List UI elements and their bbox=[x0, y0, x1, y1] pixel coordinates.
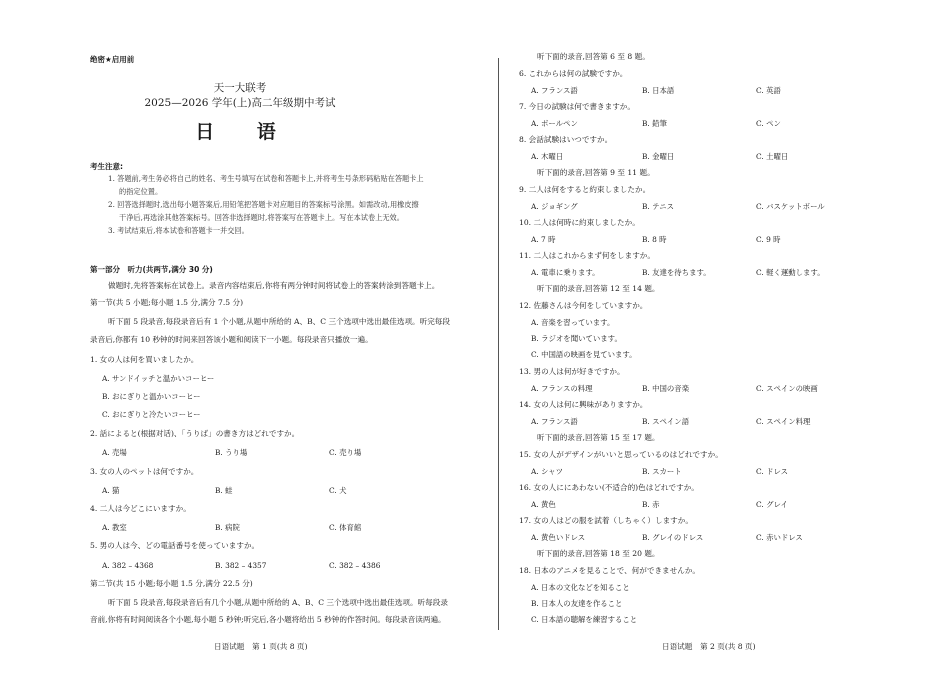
section1-heading: 第一节(共 5 小题;每小题 1.5 分,满分 7.5 分) bbox=[90, 298, 244, 307]
option-a: A. サンドイッチと温かいコーヒー bbox=[102, 374, 215, 383]
option-a: A. シャツ bbox=[531, 467, 564, 476]
question-stem: 2. 話によると(根据对话)、「うりば」の書き方はどれですか。 bbox=[90, 429, 300, 438]
option-c: C. 軽く運動します。 bbox=[756, 268, 825, 277]
section2-heading: 第二节(共 15 小题;每小题 1.5 分,满分 22.5 分) bbox=[90, 579, 253, 588]
option-c: C. おにぎりと冷たいコーヒー bbox=[102, 410, 201, 419]
option-c: C. スペインの映画 bbox=[756, 384, 818, 393]
question-stem: 10. 二人は何時に約束しましたか。 bbox=[519, 218, 640, 227]
option-c: C. 英語 bbox=[756, 86, 781, 95]
option-b: B. 金曜日 bbox=[642, 152, 675, 161]
option-a: A. 木曜日 bbox=[531, 152, 564, 161]
option-c: C. 9 時 bbox=[756, 235, 781, 244]
option-a: A. 7 時 bbox=[531, 235, 556, 244]
option-c: C. 赤いドレス bbox=[756, 533, 803, 542]
option-b: B. 蛙 bbox=[215, 486, 233, 495]
question-stem: 6. これからは何の試験ですか。 bbox=[519, 69, 628, 78]
listening-instruction: 听下面的录音,回答第 9 至 11 题。 bbox=[537, 168, 655, 177]
option-b: B. 赤 bbox=[642, 500, 660, 509]
question-stem: 12. 佐藤さんは今何をしていますか。 bbox=[519, 301, 648, 310]
option-a: A. 猫 bbox=[102, 486, 120, 495]
option-c: C. 土曜日 bbox=[756, 152, 789, 161]
page-footer-left: 日语试题 第 1 页(共 8 页) bbox=[214, 642, 308, 651]
page-footer-right: 日语试题 第 2 页(共 8 页) bbox=[662, 642, 756, 651]
confidential-mark: 绝密★启用前 bbox=[90, 55, 135, 64]
question-stem: 5. 男の人は今、どの電話番号を使っていますか。 bbox=[90, 541, 260, 550]
part1-intro: 做题时,先将答案标在试卷上。录音内容结束后,你将有两分钟时间将试卷上的答案转涂到答题卡上。 bbox=[108, 281, 440, 290]
subject-title: 日 语 bbox=[195, 121, 294, 143]
part1-heading: 第一部分 听力(共两节,满分 30 分) bbox=[90, 265, 213, 274]
option-a: A. 黄色 bbox=[531, 500, 556, 509]
section1-instructions: 录音后,你都有 10 秒钟的时间来回答该小题和阅读下一小题。每段录音只播放一遍。 bbox=[90, 335, 373, 344]
question-stem: 1. 女の人は何を買いましたか。 bbox=[90, 355, 199, 364]
exam-term-title: 2025—2026 学年(上)高二年级期中考试 bbox=[144, 97, 336, 109]
option-b: B. スカート bbox=[642, 467, 682, 476]
section1-instructions: 听下面 5 段录音,每段录音后有 1 个小题,从题中所给的 A、B、C 三个选项中选出最佳选项。听完每段 bbox=[108, 317, 450, 326]
listening-instruction: 听下面的录音,回答第 15 至 17 题。 bbox=[537, 433, 660, 442]
question-stem: 9. 二人は何をすると約束しましたか。 bbox=[519, 185, 651, 194]
option-a: A. 電車に乗ります。 bbox=[531, 268, 600, 277]
option-b: B. おにぎりと温かいコーヒー bbox=[102, 392, 201, 401]
option-b: B. ラジオを聞いています。 bbox=[531, 334, 622, 343]
option-b: B. 鉛筆 bbox=[642, 119, 667, 128]
option-c: C. ドレス bbox=[756, 467, 789, 476]
option-b: B. うり場 bbox=[215, 448, 248, 457]
option-a: A. 黄色いドレス bbox=[531, 533, 586, 542]
option-a: A. 教室 bbox=[102, 523, 127, 532]
notice-item: 的指定位置。 bbox=[119, 187, 163, 196]
listening-instruction: 听下面的录音,回答第 6 至 8 题。 bbox=[537, 52, 650, 61]
option-a: A. 日本の文化などを知ること bbox=[531, 583, 630, 592]
option-a: A. フランス語 bbox=[531, 417, 578, 426]
question-stem: 4. 二人は今どこにいますか。 bbox=[90, 504, 191, 513]
option-c: C. バスケットボール bbox=[756, 202, 825, 211]
option-b: B. 日本人の友達を作ること bbox=[531, 599, 623, 608]
question-stem: 13. 男の人は何が好きですか。 bbox=[519, 367, 625, 376]
question-stem: 11. 二人はこれからまず何をしますか。 bbox=[519, 251, 655, 260]
notice-item: 干净后,再选涂其他答案标号。回答非选择题时,将答案写在答题卡上。写在本试卷上无效。 bbox=[119, 213, 404, 222]
option-b: B. スペイン語 bbox=[642, 417, 690, 426]
question-stem: 3. 女の人のペットは何ですか。 bbox=[90, 467, 199, 476]
option-b: B. 友達を待ちます。 bbox=[642, 268, 711, 277]
question-stem: 15. 女の人がデザインがいいと思っているのはどれですか。 bbox=[519, 450, 723, 459]
page-divider bbox=[498, 58, 499, 630]
notice-title: 考生注意: bbox=[90, 162, 123, 171]
listening-instruction: 听下面的录音,回答第 18 至 20 题。 bbox=[537, 549, 660, 558]
question-stem: 14. 女の人は何に興味がありますか。 bbox=[519, 400, 648, 409]
option-a: A. 音楽を習っています。 bbox=[531, 318, 615, 327]
question-stem: 8. 会話試験はいつですか。 bbox=[519, 135, 613, 144]
option-c: C. ペン bbox=[756, 119, 781, 128]
option-c: C. 犬 bbox=[329, 486, 347, 495]
question-stem: 7. 今日の試験は何で書きますか。 bbox=[519, 102, 635, 111]
option-a: A. ジョギング bbox=[531, 202, 578, 211]
option-c: C. 体育館 bbox=[329, 523, 362, 532]
option-b: B. 病院 bbox=[215, 523, 240, 532]
section2-instructions: 音前,你将有时间阅读各个小题,每小题 5 秒钟;听完后,各小题将给出 5 秒钟的作答时间。每段录音读两遍。 bbox=[90, 615, 446, 624]
option-b: B. グレイのドレス bbox=[642, 533, 704, 542]
question-stem: 18. 日本のアニメを見ることで、何ができませんか。 bbox=[519, 566, 701, 575]
section2-instructions: 听下面 5 段录音,每段录音后有几个小题,从题中所给的 A、B、C 三个选项中选出最佳选项。听每段录 bbox=[108, 598, 448, 607]
option-b: B. 日本語 bbox=[642, 86, 675, 95]
option-c: C. 中国語の映画を見ています。 bbox=[531, 350, 637, 359]
option-c: C. グレイ bbox=[756, 500, 788, 509]
option-c: C. 382 – 4386 bbox=[329, 561, 381, 570]
option-b: B. 382 – 4357 bbox=[215, 561, 267, 570]
option-c: C. 売り場 bbox=[329, 448, 362, 457]
option-c: C. 日本語の聴解を練習すること bbox=[531, 615, 638, 624]
notice-item: 1. 答题前,考生务必将自己的姓名、考生号填写在试卷和答题卡上,并将考生号条形码粘贴在答题卡上 bbox=[108, 174, 424, 183]
option-a: A. フランスの料理 bbox=[531, 384, 593, 393]
notice-item: 2. 回答选择题时,选出每小题答案后,用铅笔把答题卡对应题目的答案标号涂黑。如需改动,用橡皮擦 bbox=[108, 200, 419, 209]
option-c: C. スペイン料理 bbox=[756, 417, 811, 426]
exam-organizer-title: 天一大联考 bbox=[213, 82, 267, 94]
option-b: B. 8 時 bbox=[642, 235, 667, 244]
option-a: A. 382 – 4368 bbox=[102, 561, 154, 570]
option-a: A. フランス語 bbox=[531, 86, 578, 95]
option-b: B. 中国の音楽 bbox=[642, 384, 690, 393]
option-b: B. テニス bbox=[642, 202, 675, 211]
option-a: A. ボールペン bbox=[531, 119, 578, 128]
listening-instruction: 听下面的录音,回答第 12 至 14 题。 bbox=[537, 284, 660, 293]
notice-item: 3. 考试结束后,将本试卷和答题卡一并交回。 bbox=[108, 226, 249, 235]
question-stem: 17. 女の人はどの服を試着（しちゃく）しますか。 bbox=[519, 516, 693, 525]
question-stem: 16. 女の人ににあわない(不适合的)色はどれですか。 bbox=[519, 483, 699, 492]
option-a: A. 売場 bbox=[102, 448, 127, 457]
